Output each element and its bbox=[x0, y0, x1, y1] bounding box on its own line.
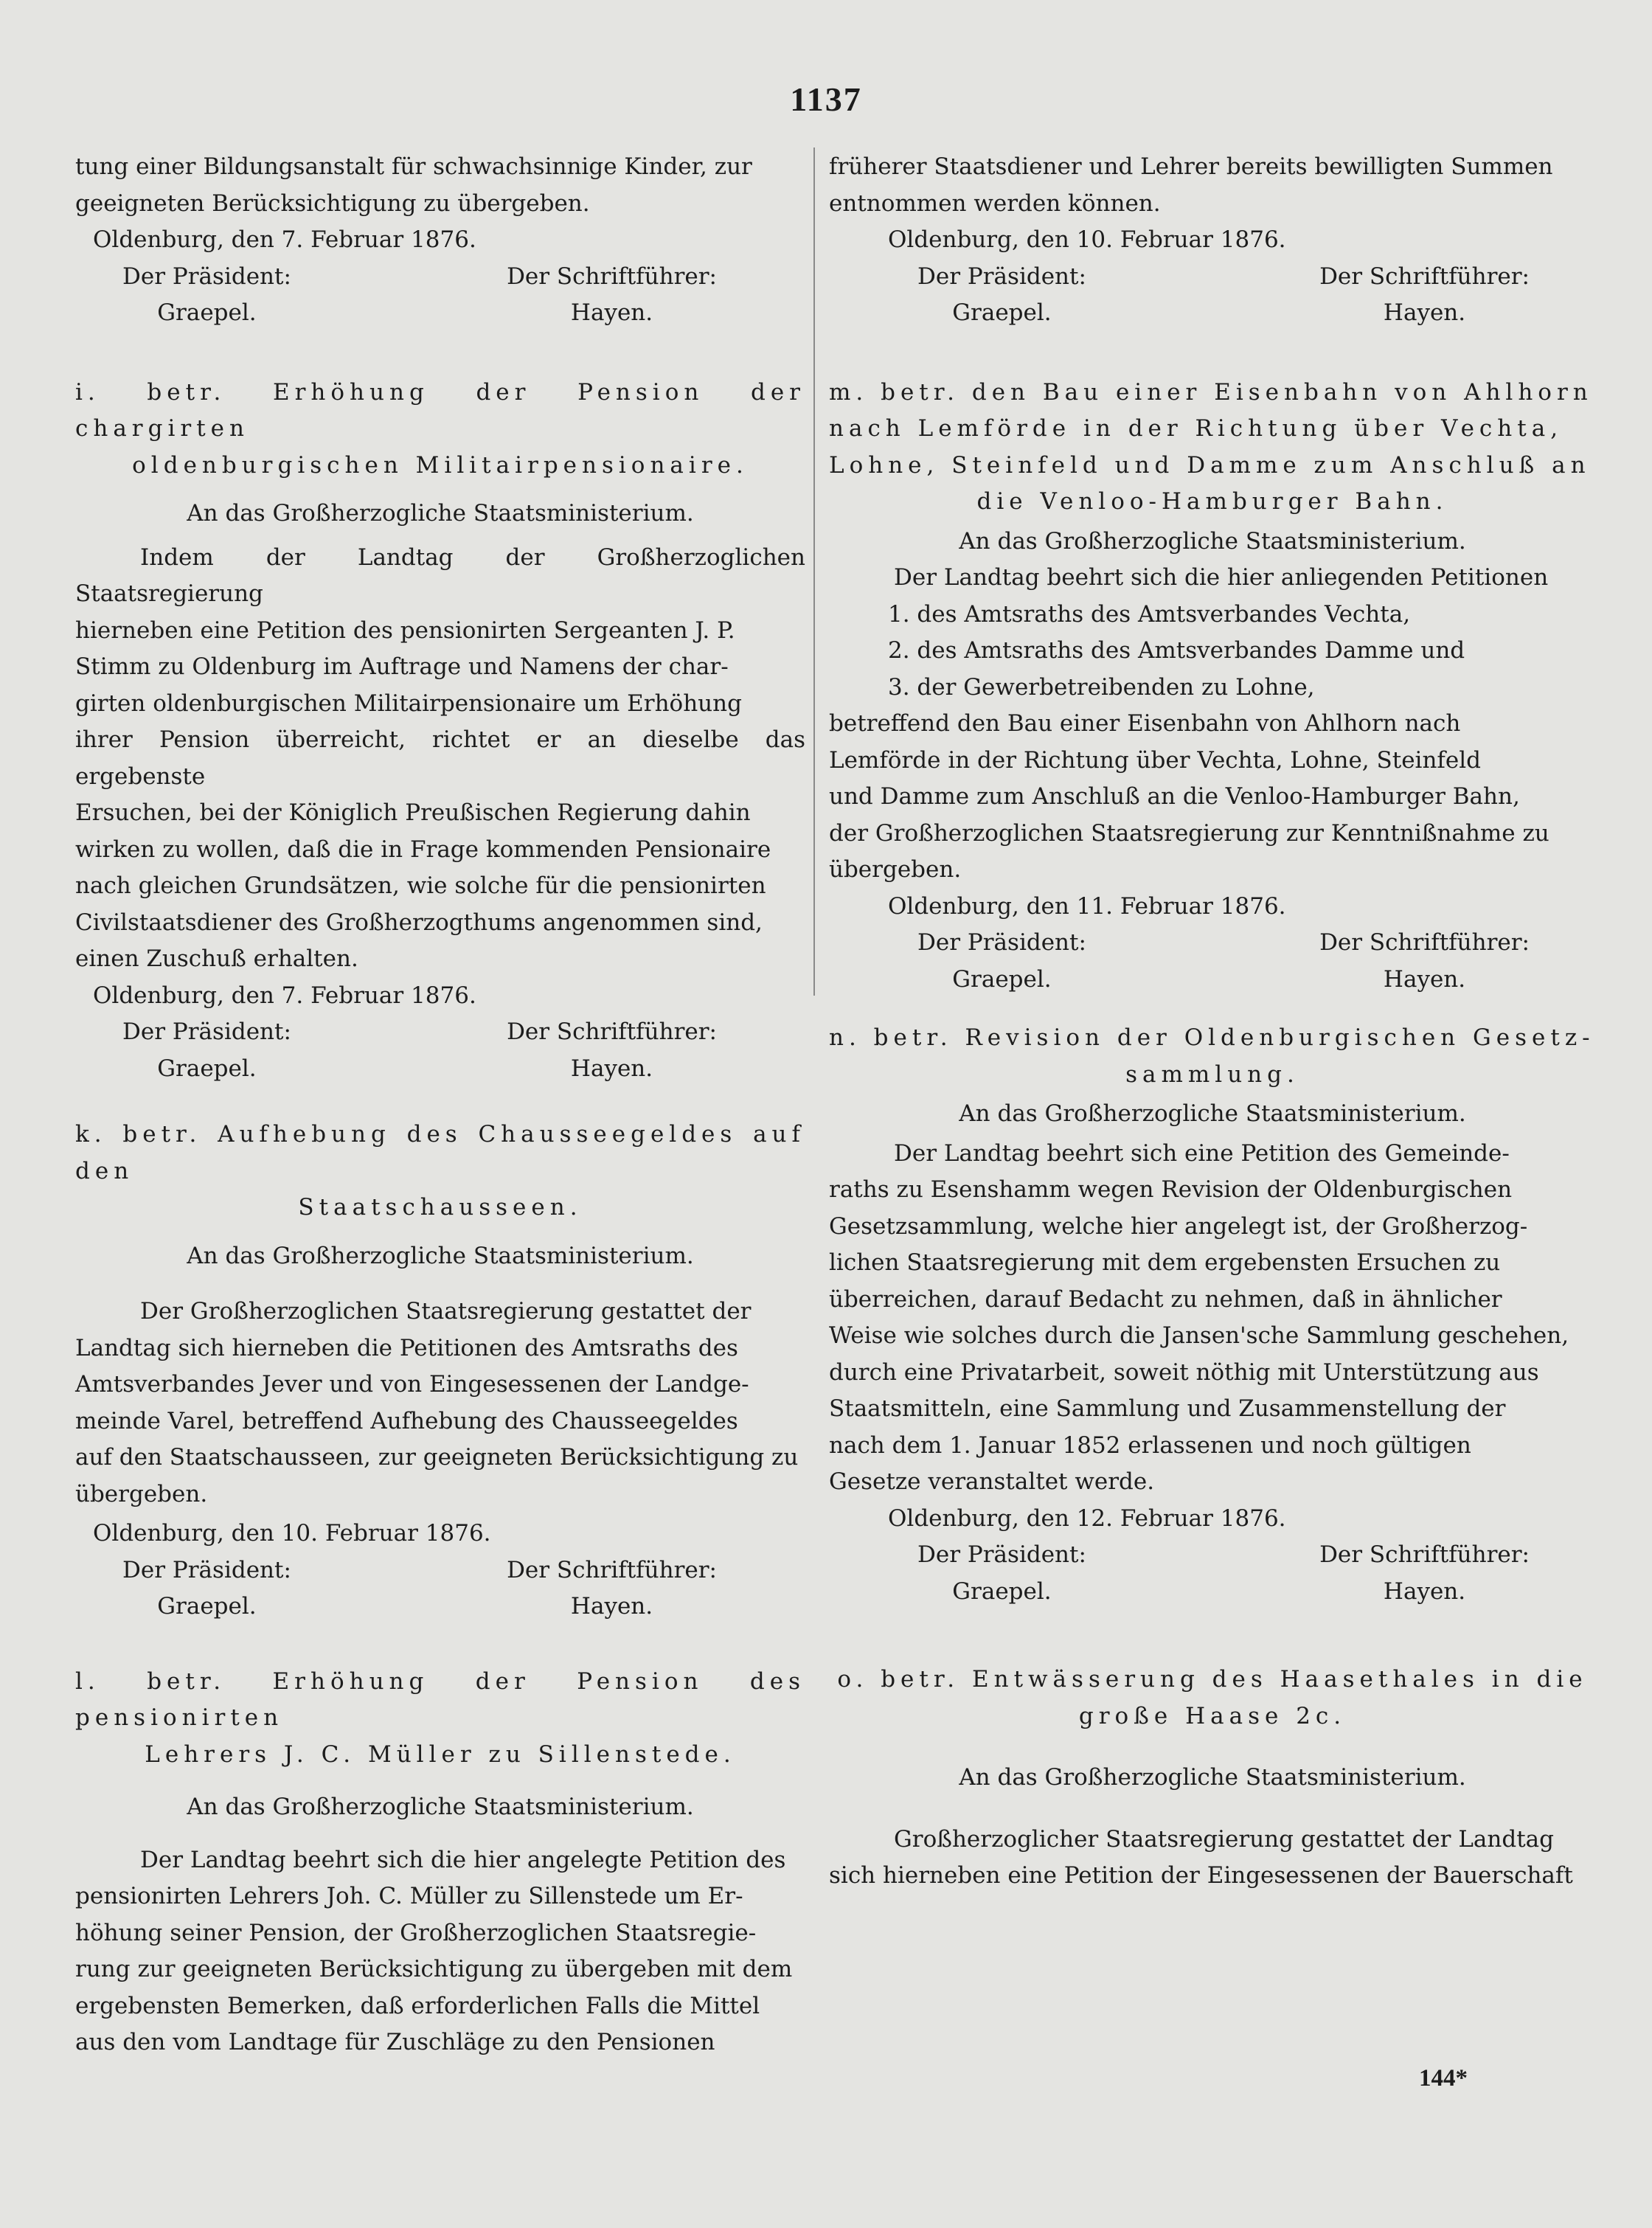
column-divider bbox=[813, 148, 815, 996]
text-line: rung zur geeigneten Berücksichtigung zu übergeben mit dem bbox=[75, 1956, 793, 1982]
heading-line: oldenburgischen Militairpensionaire. bbox=[132, 451, 749, 479]
signature-name: Hayen. bbox=[1383, 1578, 1466, 1605]
text-line: girten oldenburgischen Militairpensionaire um Erhöhung bbox=[75, 690, 742, 717]
heading-line: Lehrers J. C. Müller zu Sillenstede. bbox=[145, 1741, 736, 1768]
text-line: lichen Staatsregierung mit dem ergebensten Ersuchen zu bbox=[829, 1249, 1501, 1276]
signature-title: Der Präsident: bbox=[122, 1556, 291, 1583]
footer-signature-mark: 144* bbox=[1419, 2065, 1468, 2092]
signature-block bbox=[829, 259, 1596, 332]
section-heading-i bbox=[75, 375, 805, 485]
text-line: aus den vom Landtage für Zuschläge zu den Pensionen bbox=[75, 2029, 715, 2055]
text-line: Civilstaatsdiener des Großherzogthums angenommen sind, bbox=[75, 909, 763, 936]
signature-title: Der Schriftführer: bbox=[1319, 263, 1530, 290]
text-line: der Großherzoglichen Staatsregierung zur Kenntnißnahme zu bbox=[829, 819, 1549, 847]
address-line: An das Großherzogliche Staatsministerium. bbox=[959, 1764, 1466, 1791]
text-line: früherer Staatsdiener und Lehrer bereits bewilligten Summen bbox=[829, 153, 1553, 180]
heading-line: Staatschausseen. bbox=[298, 1194, 583, 1221]
text-line: geeigneten Berücksichtigung zu übergeben. bbox=[75, 190, 590, 217]
text-line: Der Großherzoglichen Staatsregierung gestattet der bbox=[140, 1298, 752, 1325]
address-line: An das Großherzogliche Staatsministerium. bbox=[187, 1794, 694, 1820]
text-line: Der Landtag beehrt sich eine Petition des Gemeinde- bbox=[894, 1139, 1510, 1167]
text-line: einen Zuschuß erhalten. bbox=[75, 945, 358, 972]
text-line: betreffend den Bau einer Eisenbahn von Ahlhorn nach bbox=[829, 710, 1461, 737]
text-line: wirken zu wollen, daß die in Frage kommenden Pensionaire bbox=[75, 836, 771, 863]
list-item: 2. des Amtsraths des Amtsverbandes Damme und bbox=[888, 637, 1465, 664]
heading-line: die Venloo-Hamburger Bahn. bbox=[976, 488, 1448, 515]
date-line: Oldenburg, den 11. Februar 1876. bbox=[888, 892, 1286, 920]
section-heading-n bbox=[829, 1020, 1596, 1093]
signature-title: Der Präsident: bbox=[122, 1018, 291, 1045]
address-line: An das Großherzogliche Staatsministerium. bbox=[959, 1100, 1466, 1127]
text-line: sich hierneben eine Petition der Eingesessenen der Bauerschaft bbox=[829, 1862, 1573, 1889]
signature-title: Der Schriftführer: bbox=[507, 263, 717, 290]
section-heading-m bbox=[829, 375, 1596, 521]
text-line: Lemförde in der Richtung über Vechta, Lohne, Steinfeld bbox=[829, 746, 1482, 774]
text-line: Der Landtag beehrt sich die hier angelegte Petition des bbox=[140, 1846, 786, 1873]
section-heading-l bbox=[75, 1664, 805, 1774]
signature-name: Graepel. bbox=[952, 965, 1052, 993]
signature-name: Hayen. bbox=[570, 299, 653, 326]
text-line: auf den Staatschausseen, zur geeigneten Berücksichtigung zu bbox=[75, 1444, 799, 1471]
text-line: überreichen, darauf Bedacht zu nehmen, daß in ähnlicher bbox=[829, 1285, 1502, 1313]
text-line: meinde Varel, betreffend Aufhebung des Chausseegeldes bbox=[75, 1407, 738, 1434]
signature-name: Graepel. bbox=[952, 1578, 1052, 1605]
signature-title: Der Schriftführer: bbox=[507, 1018, 717, 1045]
text-line: Staatsmitteln, eine Sammlung und Zusammenstellung der bbox=[829, 1395, 1506, 1422]
address-line: An das Großherzogliche Staatsministerium. bbox=[187, 1242, 694, 1269]
heading-line: o. betr. Entwässerung des Haasethales in die bbox=[837, 1666, 1588, 1693]
petition-list bbox=[829, 597, 1596, 707]
text-line: durch eine Privatarbeit, soweit nöthig mit Unterstützung aus bbox=[829, 1358, 1539, 1386]
heading-line: m. betr. den Bau einer Eisenbahn von Ahlhorn bbox=[829, 378, 1593, 406]
text-line: hierneben eine Petition des pensionirten Sergeanten J. P. bbox=[75, 617, 735, 644]
signature-title: Der Schriftführer: bbox=[1319, 929, 1530, 956]
heading-line: große Haase 2c. bbox=[1078, 1702, 1347, 1729]
signature-name: Hayen. bbox=[570, 1055, 653, 1082]
signature-name: Graepel. bbox=[157, 299, 257, 326]
text-line: Großherzoglicher Staatsregierung gestattet der Landtag bbox=[894, 1825, 1554, 1853]
text-line: Gesetze veranstaltet werde. bbox=[829, 1468, 1155, 1495]
address-line: An das Großherzogliche Staatsministerium. bbox=[959, 527, 1466, 555]
text-line: Amtsverbandes Jever und von Eingesessenen der Landge- bbox=[75, 1371, 749, 1398]
signature-block bbox=[75, 1552, 805, 1625]
text-line: ergebensten Bemerken, daß erforderlichen Falls die Mittel bbox=[75, 1992, 760, 2019]
heading-line: n. betr. Revision der Oldenburgischen Gesetz- bbox=[829, 1024, 1595, 1051]
page-number: 1137 bbox=[790, 80, 862, 118]
text-line: Der Landtag beehrt sich die hier anliegenden Petitionen bbox=[894, 564, 1549, 591]
text-line: Gesetzsammlung, welche hier angelegt ist, der Großherzog- bbox=[829, 1212, 1528, 1240]
text-line: übergeben. bbox=[75, 1480, 208, 1507]
text-line: Landtag sich hierneben die Petitionen des Amtsraths des bbox=[75, 1334, 738, 1361]
signature-name: Graepel. bbox=[157, 1593, 257, 1620]
date-line: Oldenburg, den 7. Februar 1876. bbox=[93, 226, 476, 253]
date-line: Oldenburg, den 7. Februar 1876. bbox=[93, 982, 476, 1009]
signature-name: Hayen. bbox=[570, 1593, 653, 1620]
signature-name: Hayen. bbox=[1383, 299, 1466, 326]
heading-line: nach Lemförde in der Richtung über Vechta, bbox=[829, 415, 1564, 442]
signature-block bbox=[75, 1014, 805, 1087]
heading-line: k. betr. Aufhebung des Chausseegeldes auf den bbox=[75, 1121, 805, 1184]
section-heading-k bbox=[75, 1117, 805, 1226]
text-line: entnommen werden können. bbox=[829, 190, 1161, 217]
text-line: pensionirten Lehrers Joh. C. Müller zu Sillenstede um Er- bbox=[75, 1883, 743, 1909]
text-line: Ersuchen, bei der Königlich Preußischen Regierung dahin bbox=[75, 799, 751, 826]
text-line: tung einer Bildungsanstalt für schwachsinnige Kinder, zur bbox=[75, 153, 752, 180]
signature-title: Der Präsident: bbox=[917, 263, 1086, 290]
signature-block bbox=[829, 925, 1596, 998]
list-item: 3. der Gewerbetreibenden zu Lohne, bbox=[888, 673, 1315, 701]
right-column bbox=[829, 149, 1596, 1895]
signature-title: Der Präsident: bbox=[122, 263, 291, 290]
address-line: An das Großherzogliche Staatsministerium. bbox=[187, 500, 694, 527]
signature-name: Hayen. bbox=[1383, 965, 1466, 993]
heading-line: Lohne, Steinfeld und Damme zum Anschluß an bbox=[829, 451, 1591, 479]
text-line: höhung seiner Pension, der Großherzoglichen Staatsregie- bbox=[75, 1919, 757, 1946]
heading-line: l. betr. Erhöhung der Pension des pensionirten bbox=[75, 1667, 805, 1731]
text-line: ihrer Pension überreicht, richtet er an dieselbe das ergebenste bbox=[75, 726, 805, 790]
signature-block bbox=[75, 259, 805, 332]
section-heading-o bbox=[829, 1662, 1596, 1735]
date-line: Oldenburg, den 12. Februar 1876. bbox=[888, 1505, 1286, 1532]
left-column bbox=[75, 149, 805, 2061]
list-item: 1. des Amtsraths des Amtsverbandes Vechta, bbox=[888, 600, 1411, 628]
signature-name: Graepel. bbox=[952, 299, 1052, 326]
signature-title: Der Schriftführer: bbox=[507, 1556, 717, 1583]
text-line: und Damme zum Anschluß an die Venloo-Hamburger Bahn, bbox=[829, 783, 1520, 810]
heading-line: i. betr. Erhöhung der Pension der chargirten bbox=[75, 378, 805, 442]
signature-block bbox=[829, 1537, 1596, 1610]
text-line: Indem der Landtag der Großherzoglichen Staatsregierung bbox=[75, 544, 805, 607]
text-line: nach dem 1. Januar 1852 erlassenen und noch gültigen bbox=[829, 1431, 1471, 1459]
signature-name: Graepel. bbox=[157, 1055, 257, 1082]
text-line: übergeben. bbox=[829, 856, 962, 883]
text-line: raths zu Esenshamm wegen Revision der Oldenburgischen bbox=[829, 1176, 1513, 1203]
text-line: Stimm zu Oldenburg im Auftrage und Namens der char- bbox=[75, 653, 729, 680]
date-line: Oldenburg, den 10. Februar 1876. bbox=[888, 226, 1286, 253]
signature-title: Der Präsident: bbox=[917, 1541, 1086, 1568]
signature-title: Der Schriftführer: bbox=[1319, 1541, 1530, 1568]
text-line: Weise wie solches durch die Jansen'sche Sammlung geschehen, bbox=[829, 1322, 1569, 1349]
text-line: nach gleichen Grundsätzen, wie solche für die pensionirten bbox=[75, 872, 766, 899]
heading-line: sammlung. bbox=[1125, 1061, 1299, 1088]
date-line: Oldenburg, den 10. Februar 1876. bbox=[93, 1520, 491, 1547]
signature-title: Der Präsident: bbox=[917, 929, 1086, 956]
